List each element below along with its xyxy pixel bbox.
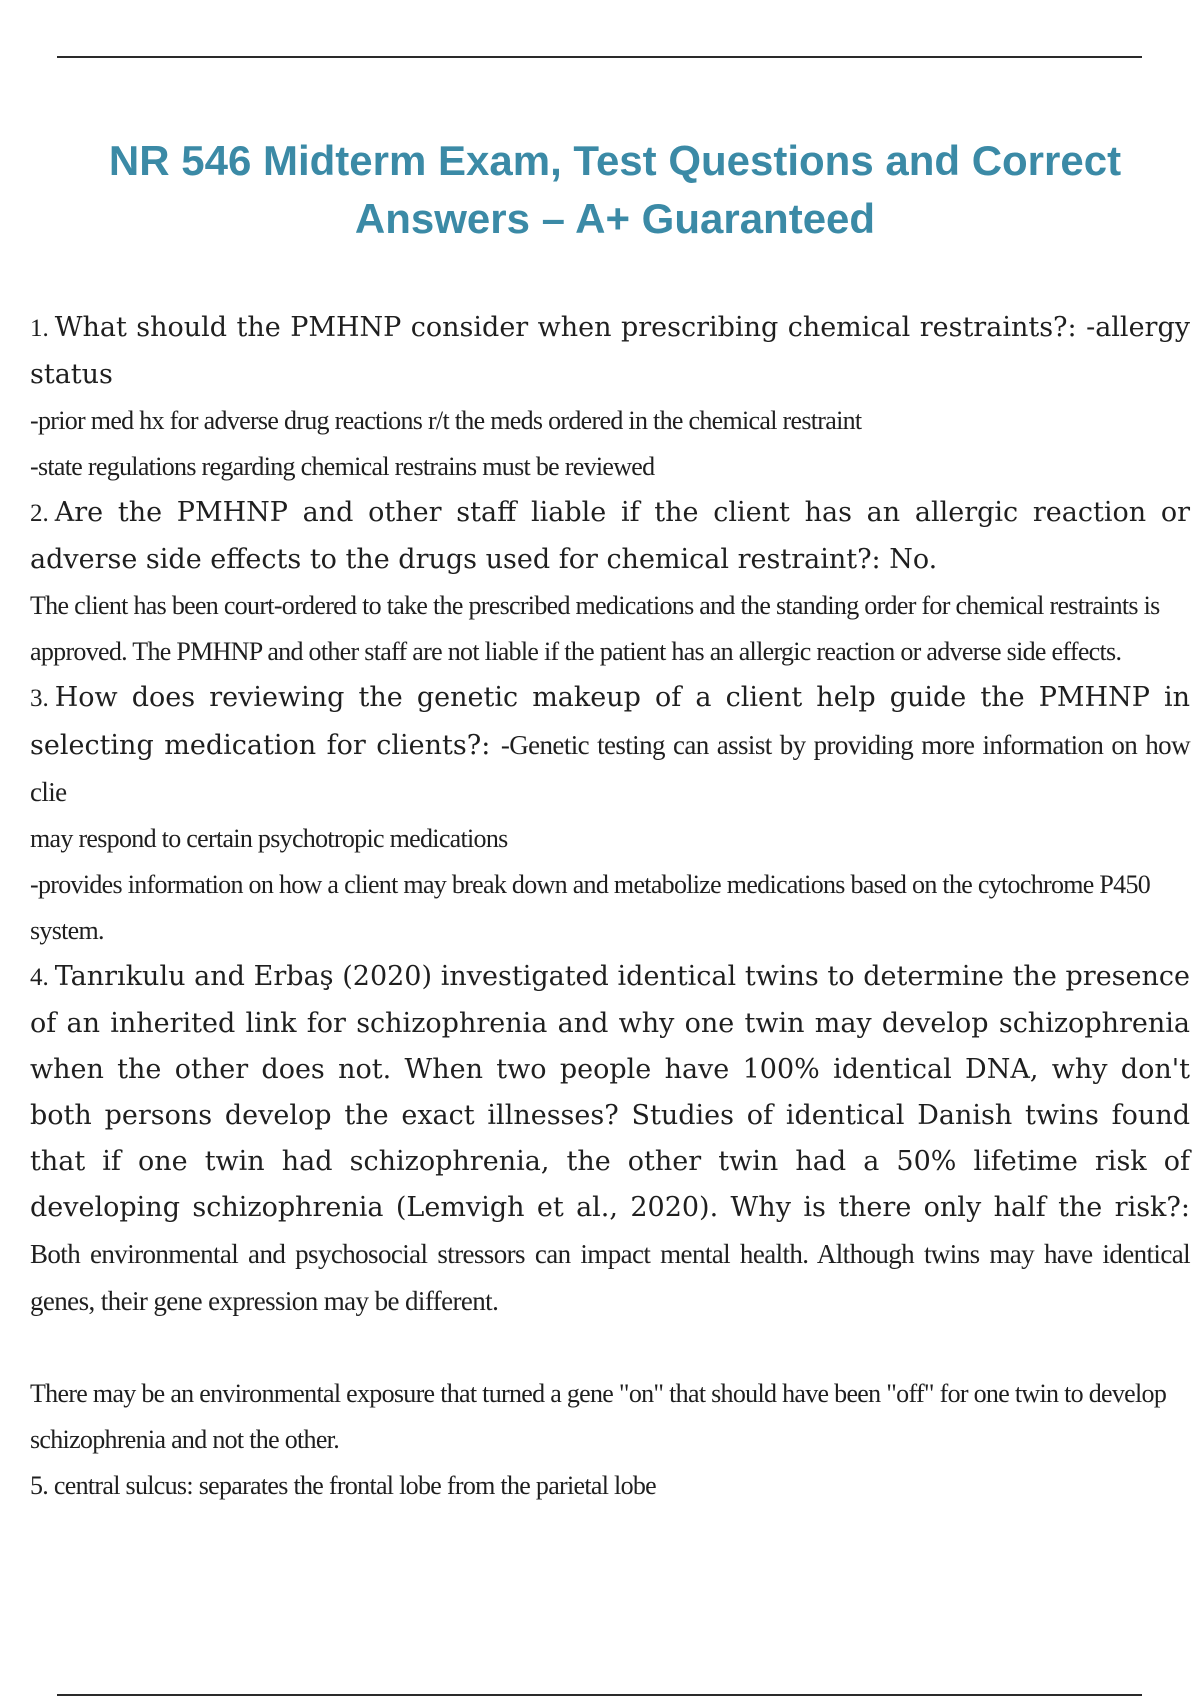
answer-line: The client has been court-ordered to take the prescribed medications and the standing order for chemical restraints is [30,591,1160,620]
answer-line: may respond to certain psychotropic medications [30,824,508,853]
paragraph-gap [30,1325,1190,1371]
question-number: 1. [30,315,49,342]
answer-line: -state regulations regarding chemical restrains must be reviewed [30,452,655,481]
bottom-rule [57,1694,1142,1696]
answer-inline: No. [889,544,938,575]
question-text: What should the PMHNP consider when prescribing chemical restraints?: [54,312,1077,343]
question-text: central sulcus: [53,1471,193,1500]
answer-inline: -Genetic testing can assist by providing more information on how clie [30,730,1190,807]
qa-content [30,305,1190,1509]
question-5 [30,1463,1190,1509]
question-1 [30,305,1190,398]
question-number: 2. [30,500,49,527]
question-text: Tanrıkulu and Erbaş (2020) investigated identical twins to determine the presence of an inherited link for schizophrenia and why one twin may develop schizophrenia when the other does not. When two people have 100% identical DNA, why don't both persons develop the exact illnesses? Studies of identical Danish twins found that if one twin had schizophrenia, the other twin had a 50% lifetime risk of developing schizophrenia (Lemvigh et al., 2020). Why is there only half the risk?: [30,961,1190,1223]
answer-inline: Both environmental and psychosocial stressors can impact mental health. Although twins may have identical genes, their gene expression may be different. [30,1239,1190,1316]
question-text: Are the PMHNP and other staff liable if the client has an allergic reaction or adverse side effects to the drugs used for chemical restraint?: [30,497,1190,575]
answer-line: -provides information on how a client may break down and metabolize medications based on the cytochrome P450 [30,870,1151,899]
answer-inline: -allergy status [30,312,1190,390]
question-number: 4. [30,964,49,991]
answer-line: schizophrenia and not the other. [30,1425,339,1454]
question-2 [30,490,1190,583]
answer-line: There may be an environmental exposure that turned a gene "on" that should have been "off" for one twin to develop [30,1379,1167,1408]
answer-inline: separates the frontal lobe from the parietal lobe [198,1471,657,1500]
question-3 [30,675,1190,816]
answer-line: system. [30,916,104,945]
answer-line: -prior med hx for adverse drug reactions r/t the meds ordered in the chemical restraint [30,406,862,435]
question-number: 3. [30,685,49,712]
question-text: How does reviewing the genetic makeup of a client help guide the PMHNP in selecting medication for clients?: [30,682,1190,761]
top-rule [57,56,1142,58]
answer-line: approved. The PMHNP and other staff are not liable if the patient has an allergic reaction or adverse side effects. [30,637,1122,666]
question-number: 5. [30,1471,49,1500]
document-title: NR 546 Midterm Exam, Test Questions and Correct Answers – A+ Guaranteed [108,137,1122,242]
question-4 [30,954,1190,1325]
